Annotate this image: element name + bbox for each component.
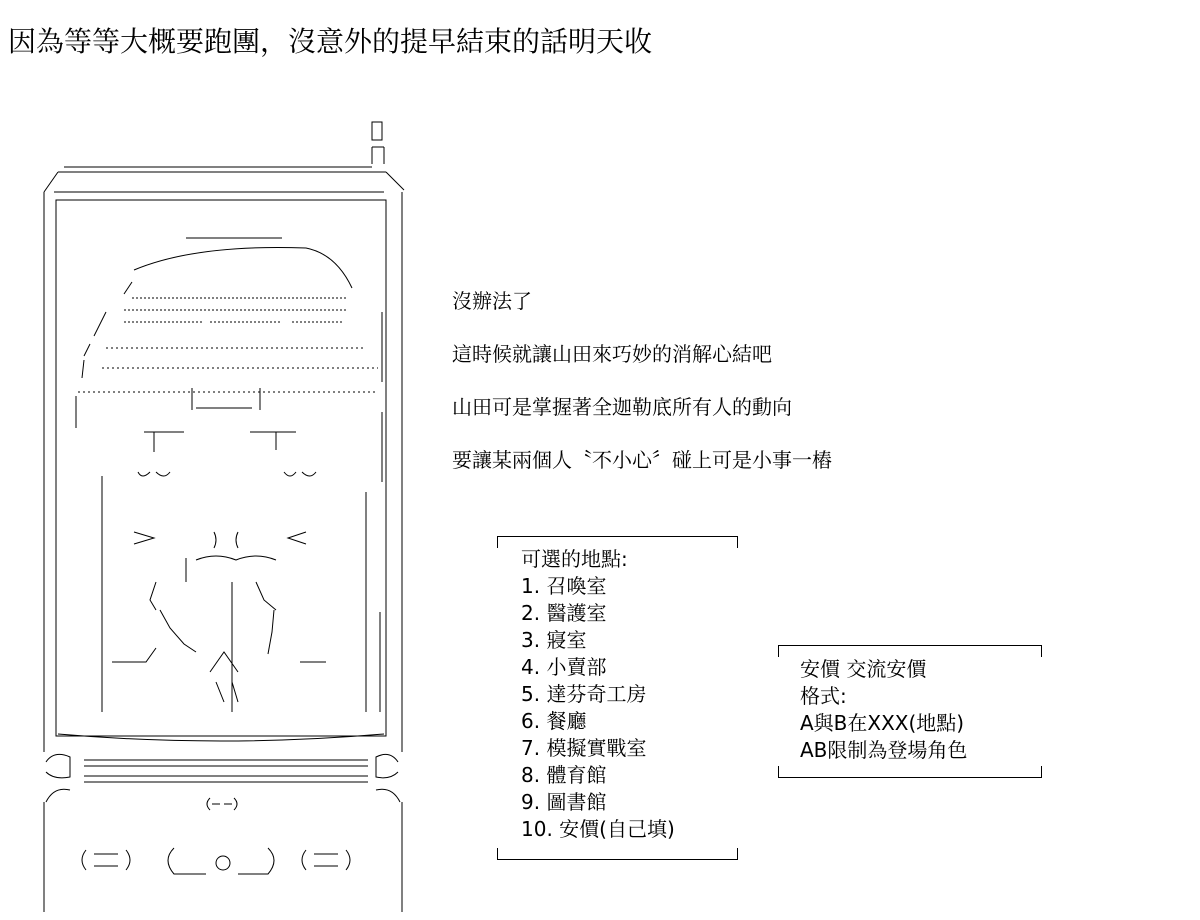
format-header: 安價 交流安價 — [800, 657, 927, 681]
box-bottom-bracket — [497, 848, 738, 860]
places-box — [497, 536, 738, 860]
phone-drawing — [6, 112, 416, 912]
place-item: 5. 達芬奇工房 — [521, 682, 647, 706]
dialogue-line: 沒辦法了 — [452, 289, 532, 313]
dialogue-block — [452, 275, 912, 487]
format-label: 格式: — [800, 684, 847, 708]
dialogue-line: 這時候就讓山田來巧妙的消解心結吧 — [452, 342, 772, 366]
place-item: 4. 小賣部 — [521, 655, 607, 679]
box-bottom-bracket — [778, 766, 1042, 778]
phone-ascii-art — [6, 112, 416, 912]
places-heading: 可選的地點: — [521, 547, 628, 571]
places-list — [521, 573, 675, 843]
place-item: 9. 圖書館 — [521, 790, 607, 814]
place-item: 6. 餐廳 — [521, 709, 587, 733]
format-box — [778, 645, 1042, 778]
place-item: 8. 體育館 — [521, 763, 607, 787]
format-note: AB限制為登場角色 — [800, 738, 968, 762]
page-title: 因為等等大概要跑團，沒意外的提早結束的話明天收 — [8, 25, 653, 58]
dialogue-line: 山田可是掌握著全迦勒底所有人的動向 — [452, 395, 792, 419]
antenna-icon — [372, 122, 382, 140]
place-item: 2. 醫護室 — [521, 601, 607, 625]
place-item: 1. 召喚室 — [521, 574, 607, 598]
dialogue-line: 要讓某兩個人〝不小心〞碰上可是小事一樁 — [452, 448, 832, 472]
format-example: A與B在XXX(地點) — [800, 711, 965, 735]
places-list-container — [521, 546, 675, 843]
place-item: 3. 寢室 — [521, 628, 587, 652]
place-item: 10. 安價(自己填) — [521, 817, 675, 841]
format-content — [800, 656, 967, 764]
place-item: 7. 模擬實戰室 — [521, 736, 647, 760]
